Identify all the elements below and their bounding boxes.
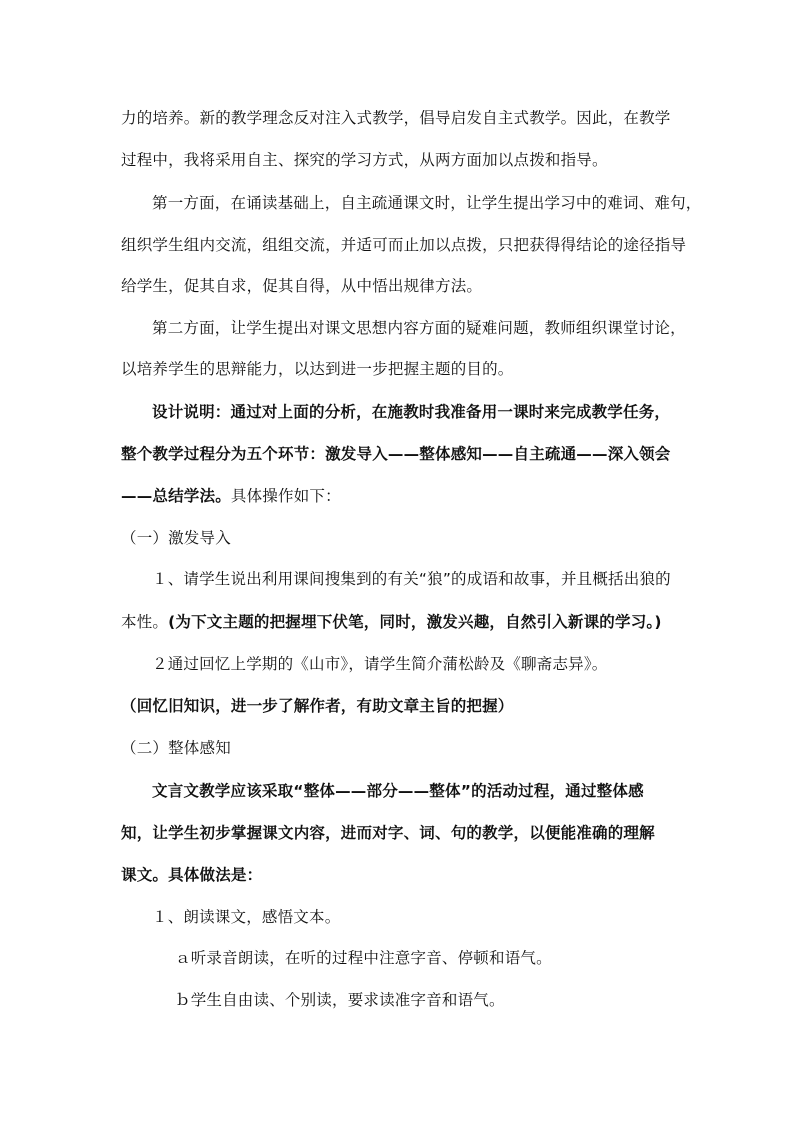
list-item-line: １、朗读课文，感悟文本。 bbox=[152, 908, 341, 926]
section-heading: （二）整体感知 bbox=[121, 739, 231, 757]
bold-note-line: （回忆旧知识，进一步了解作者，有助文章主旨的把握） bbox=[121, 697, 514, 715]
design-note-normal-segment: 具体操作如下： bbox=[230, 487, 341, 505]
design-note-line bbox=[121, 486, 341, 506]
list-item-line: ２通过回忆上学期的《山市》，请学生简介蒲松龄及《聊斋志异》。 bbox=[152, 655, 608, 673]
bold-paragraph-line: 知，让学生初步掌握课文内容，进而对字、词、句的教学，以便能准确的理解 bbox=[121, 824, 655, 842]
paragraph-line: 组织学生组内交流，组组交流，并适可而止加以点拨，只把获得得结论的途径指导 bbox=[121, 236, 687, 254]
bold-paragraph-line: 文言文教学应该采取“整体——部分——整体”的活动过程，通过整体感 bbox=[152, 782, 644, 800]
paragraph-line: 给学生，促其自求，促其自得，从中悟出规律方法。 bbox=[121, 277, 483, 295]
paragraph-line: 力的培养。新的教学理念反对注入式教学，倡导启发自主式教学。因此，在教学 bbox=[121, 109, 671, 127]
design-note-bold-segment: ——总结学法。 bbox=[121, 487, 231, 505]
design-note-line: 整个教学过程分为五个环节：激发导入——整体感知——自主疏通——深入领会 bbox=[121, 445, 671, 463]
bold-paragraph-line: 课文。具体做法是： bbox=[121, 866, 263, 884]
list-item-line: １、请学生说出利用课间搜集到的有关“狼”的成语和故事，并且概括出狼的 bbox=[152, 570, 671, 588]
paragraph-line: 过程中，我将采用自主、探究的学习方式，从两方面加以点拨和指导。 bbox=[121, 151, 608, 169]
design-note-line: 设计说明：通过对上面的分析，在施教时我准备用一课时来完成教学任务， bbox=[152, 403, 671, 421]
sub-list-item-line: ａ听录音朗读，在听的过程中注意字音、停顿和语气。 bbox=[175, 949, 552, 967]
list-item-normal-segment: 本性。 bbox=[121, 613, 169, 631]
paragraph-line: 以培养学生的思辩能力，以达到进一步把握主题的目的。 bbox=[121, 360, 514, 378]
sub-list-item-line: ｂ学生自由读、个别读，要求读准字音和语气。 bbox=[175, 991, 505, 1009]
list-item-bold-note: (为下文主题的把握埋下伏笔，同时，激发兴趣，自然引入新课的学习。) bbox=[168, 613, 662, 631]
paragraph-line: 第一方面，在诵读基础上，自主疏通课文时，让学生提出学习中的难词、难句， bbox=[152, 194, 702, 212]
section-heading: （一）激发导入 bbox=[121, 529, 231, 547]
list-item-line bbox=[121, 612, 662, 632]
paragraph-line: 第二方面，让学生提出对课文思想内容方面的疑难问题，教师组织课堂讨论， bbox=[152, 319, 686, 337]
